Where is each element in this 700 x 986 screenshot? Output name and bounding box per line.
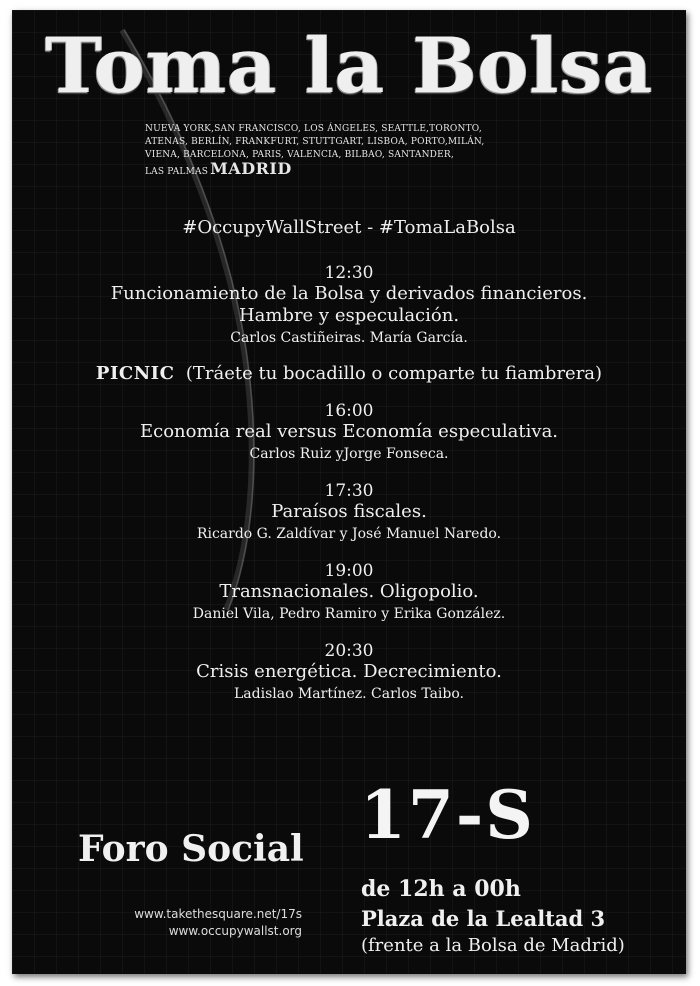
session-title: Economía real versus Economía especulativa. — [139, 421, 559, 442]
event-date: 17-S — [360, 776, 535, 854]
session-title: Transnacionales. Oligopolio. — [219, 581, 479, 602]
session-speakers: Ricardo G. Zaldívar y José Manuel Naredo. — [196, 526, 502, 542]
session-block — [12, 641, 686, 705]
session-block — [12, 401, 686, 465]
cities-line — [145, 159, 565, 179]
session-title: Paraísos fiscales. — [271, 501, 427, 522]
cities-line: NUEVA YORK,SAN FRANCISCO, LOS ÁNGELES, SEATTLE,TORONTO, — [145, 124, 482, 134]
session-speakers: Carlos Ruiz yJorge Fonseca. — [249, 446, 449, 462]
event-place-note: (frente a la Bolsa de Madrid) — [361, 935, 625, 956]
session-speakers: Ladislao Martínez. Carlos Taibo. — [234, 686, 464, 702]
picnic-line — [12, 363, 686, 385]
session-speakers: Carlos Castiñeiras. María García. — [230, 330, 468, 346]
host-city: MADRID — [210, 159, 292, 178]
session-speakers: Daniel Vila, Pedro Ramiro y Erika González. — [192, 606, 506, 622]
cities-line: ATENAS, BERLÍN, FRANKFURT, STUTTGART, LISBOA, PORTO,MILÁN, — [145, 137, 485, 147]
website-link[interactable]: www.occupywallst.org — [168, 924, 302, 938]
session-time: 17:30 — [324, 481, 374, 501]
website-links — [72, 906, 302, 940]
poster — [12, 10, 686, 974]
session-title: Hambre y especulación. — [238, 305, 460, 326]
session-title: Funcionamiento de la Bolsa y derivados financieros. — [110, 283, 588, 304]
session-block — [12, 481, 686, 545]
event-hours: de 12h a 00h — [361, 876, 521, 902]
agenda — [12, 263, 686, 705]
session-time: 12:30 — [324, 263, 374, 283]
cities-line: VIENA, BARCELONA, PARIS, VALENCIA, BILBAO, SANTANDER, — [145, 150, 454, 160]
poster-title: Toma la Bolsa — [44, 21, 654, 110]
session-time: 16:00 — [324, 401, 374, 421]
event-place: Plaza de la Lealtad 3 — [361, 906, 606, 931]
cities-list — [145, 123, 565, 179]
event-info — [361, 874, 625, 958]
session-title: Crisis energética. Decrecimiento. — [196, 661, 502, 682]
session-time: 19:00 — [324, 561, 374, 581]
cities-line-last: LAS PALMAS — [145, 167, 209, 177]
picnic-note: (Tráete tu bocadillo o comparte tu fiambrera) — [185, 363, 603, 384]
foro-social-label: Foro Social — [78, 828, 304, 870]
session-time: 20:30 — [324, 641, 374, 661]
session-block — [12, 561, 686, 625]
picnic-label: PICNIC — [95, 363, 175, 384]
hashtags: #OccupyWallStreet - #TomaLaBolsa — [182, 217, 516, 238]
session-block — [12, 263, 686, 349]
website-link[interactable]: www.takethesquare.net/17s — [134, 907, 302, 921]
